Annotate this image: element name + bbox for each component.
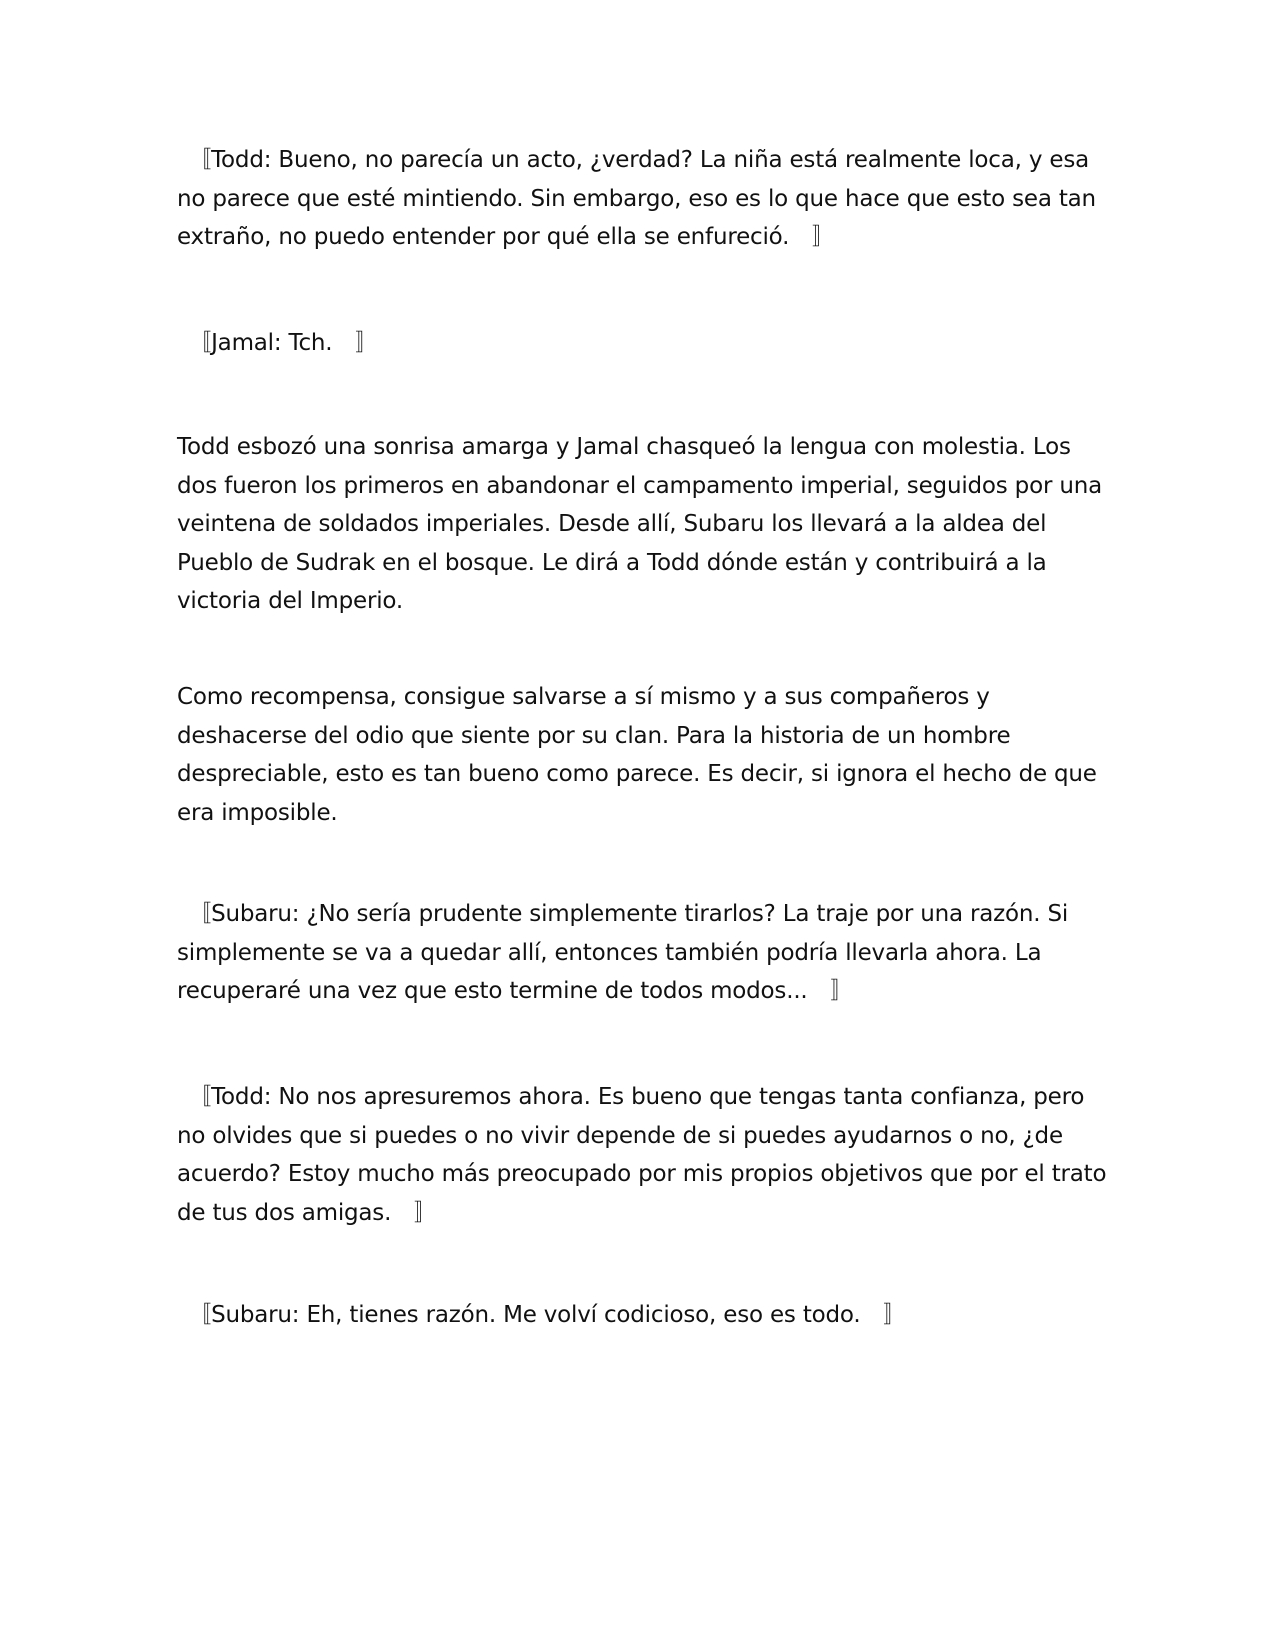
paragraph-narration-1: Todd esbozó una sonrisa amarga y Jamal chasqueó la lengua con molestia. Los dos fueron los primeros en abandonar el campamento imperial, seguidos por una veintena de soldados imperiales. Desde allí, Subaru los llevará a la aldea del Pueblo de Sudrak en el bosque. Le dirá a Todd dónde están y contribuirá a la victoria del Imperio. (177, 434, 1102, 614)
paragraph-todd-dialogue-2: 〚Todd: No nos apresuremos ahora. Es bueno que tengas tanta confianza, pero no olvides que si puedes o no vivir depende de si puedes ayudarnos o no, ¿de acuerdo? Estoy mucho más preocupado por mis propios objetivos que por el trato de tus dos amigas. 〛 (177, 1084, 1107, 1226)
paragraph-todd-dialogue-1: 〚Todd: Bueno, no parecía un acto, ¿verdad? La niña está realmente loca, y esa no parece que esté mintiendo. Sin embargo, eso es lo que hace que esto sea tan extraño, no puedo entender por qué ella se enfureció. 〛 (177, 147, 1096, 250)
paragraph-narration-2: Como recompensa, consigue salvarse a sí mismo y a sus compañeros y deshacerse del odio que siente por su clan. Para la historia de un hombre despreciable, esto es tan bueno como parece. Es decir, si ignora el hecho de que era imposible. (177, 684, 1097, 826)
paragraph-subaru-dialogue-1: 〚Subaru: ¿No sería prudente simplemente tirarlos? La traje por una razón. Si simplemente se va a quedar allí, entonces también podría llevarla ahora. La recuperaré una vez que esto termine de todos modos... 〛 (177, 901, 1069, 1004)
paragraph-jamal-dialogue: 〚Jamal: Tch. 〛 (177, 330, 379, 356)
paragraph-subaru-dialogue-2: 〚Subaru: Eh, tienes razón. Me volví codicioso, eso es todo. 〛 (177, 1302, 907, 1328)
